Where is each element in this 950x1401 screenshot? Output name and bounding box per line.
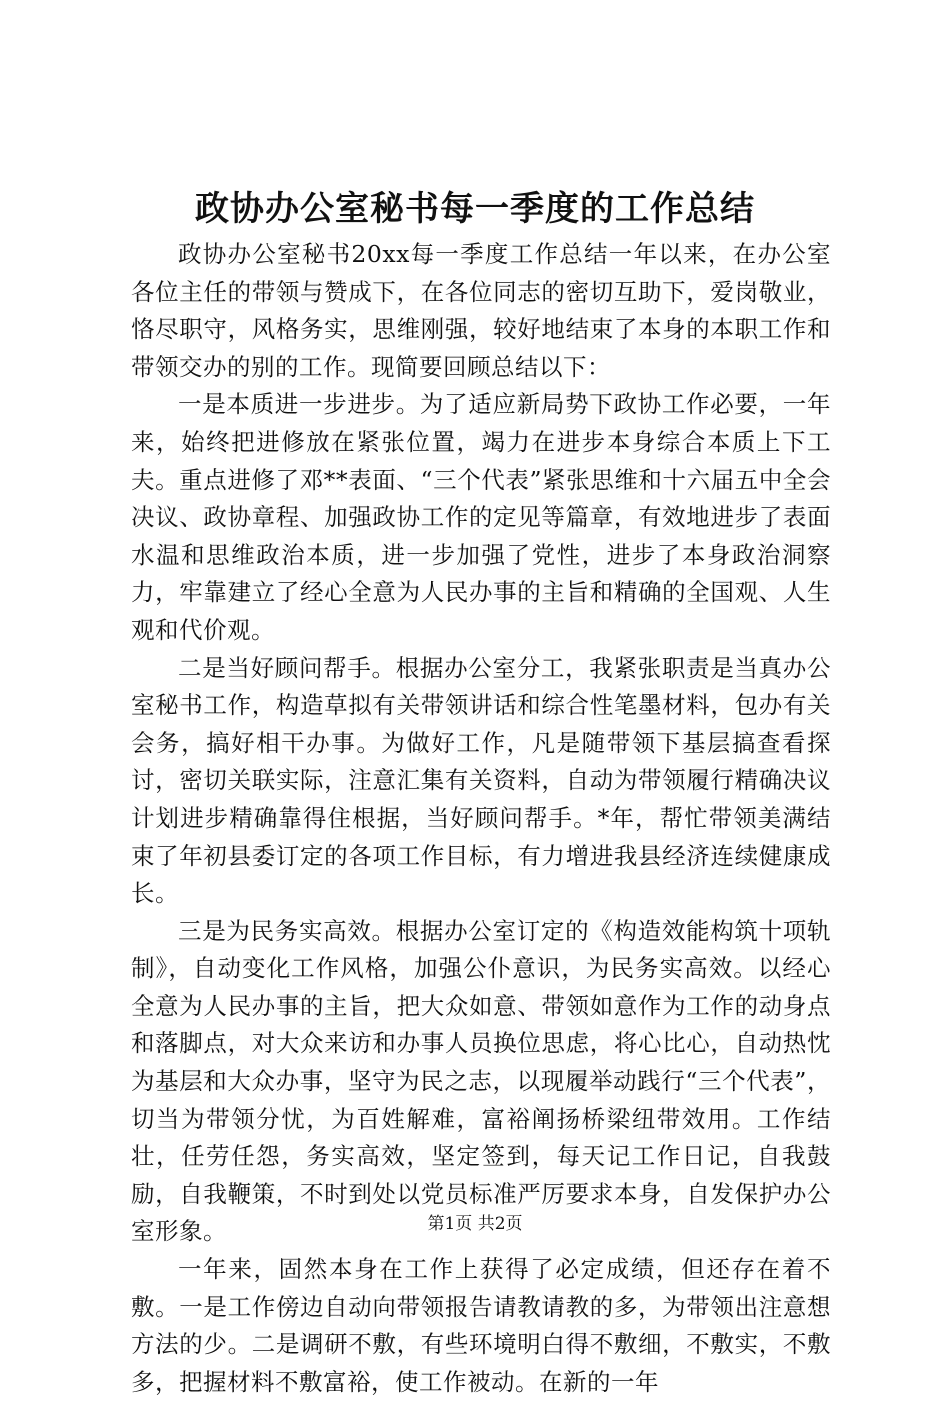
document-title: 政协办公室秘书每一季度的工作总结 [195, 189, 755, 229]
paragraph-shortcomings: 一年来，固然本身在工作上获得了必定成绩，但还存在着不敷。一是工作傍边自动向带领报告请教请教的多，为带领出注意想方法的少。二是调研不敷，有些环境明白得不敷细，不敷实，不敷多，把握材料不敷富裕，使工作被动。在新的一年 [131, 1255, 831, 1396]
paragraph-intro: 政协办公室秘书20xx每一季度工作总结一年以来，在办公室各位主任的带领与赞成下，在各位同志的密切互助下，爱岗敬业，恪尽职守，风格务实，思维刚强，较好地结束了本身的本职工作和带领交办的别的工作。现简要回顾总结以下： [131, 240, 831, 381]
paragraph-quality: 一是本质进一步进步。为了适应新局势下政协工作必要，一年来，始终把进修放在紧张位置，竭力在进步本身综合本质上下工夫。重点进修了邓**表面、“三个代表”紧张思维和十六届五中全会决议、政协章程、加强政协工作的定见等篇章，有效地进步了表面水温和思维政治本质，进一步加强了党性，进步了本身政治洞察力，牢靠建立了经心全意为人民办事的主旨和精确的全国观、人生观和代价观。 [131, 390, 831, 644]
paragraph-service: 三是为民务实高效。根据办公室订定的《构造效能构筑十项轨制》，自动变化工作风格，加强公仆意识，为民务实高效。以经心全意为人民办事的主旨，把大众如意、带领如意作为工作的动身点和落脚点，对大众来访和办事人员换位思虑，将心比心，自动热忱为基层和大众办事，坚守为民之志，以现履举动践行“三个代表”，切当为带领分忧，为百姓解难，富裕阐扬桥梁纽带效用。工作结壮，任劳任怨，务实高效，坚定签到，每天记工作日记，自我鼓励，自我鞭策，不时到处以党员标准严厉要求本身，自发保护办公室形象。 [131, 916, 831, 1246]
paragraph-advisor: 二是当好顾问帮手。根据办公室分工，我紧张职责是当真办公室秘书工作，构造草拟有关带领讲话和综合性笔墨材料，包办有关会务，搞好相干办事。为做好工作，凡是随带领下基层搞查看探讨，密切关联实际，注意汇集有关资料，自动为带领履行精确决议计划进步精确靠得住根据，当好顾问帮手。*年，帮忙带领美满结束了年初县委订定的各项工作目标，有力增进我县经济连续健康成长。 [131, 653, 831, 908]
page-footer: 第1页 共2页 [427, 1214, 523, 1234]
